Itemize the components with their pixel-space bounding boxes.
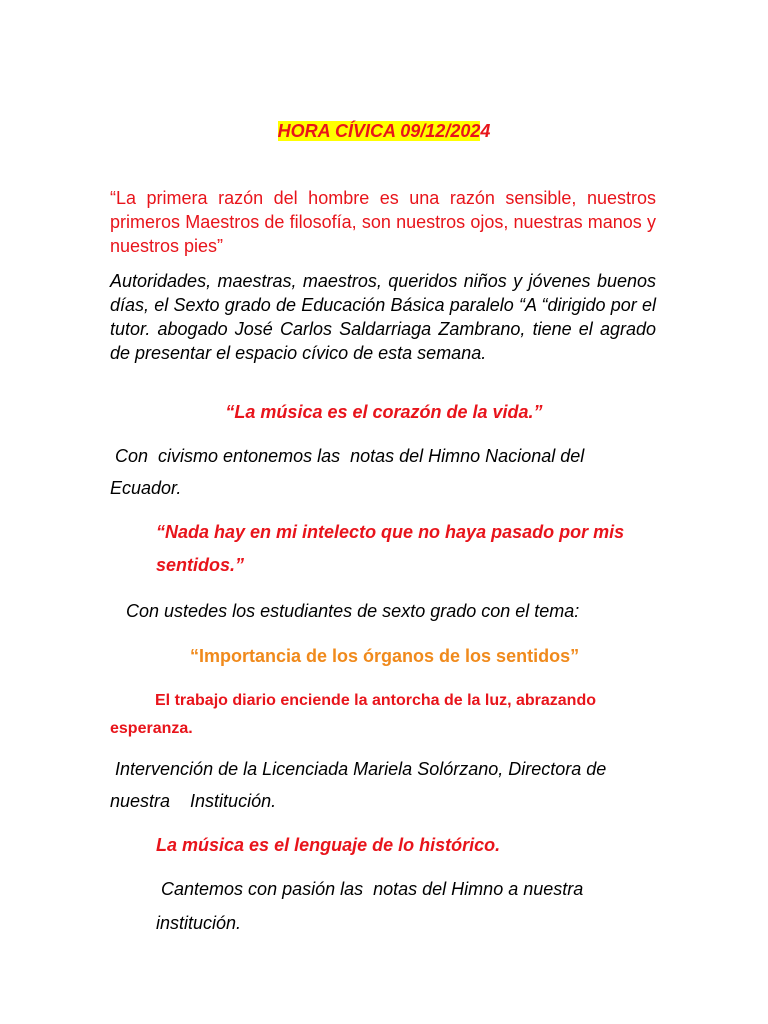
motto-music-language: La música es el lenguaje de lo histórico. xyxy=(156,835,501,855)
students-paragraph: Con ustedes los estudiantes de sexto grado con el tema: xyxy=(121,601,580,621)
opening-quote: “La primera razón del hombre es una razón sensible, nuestros primeros Maestros de filosofía, son nuestros ojos, nuestras manos y nuestros pies” xyxy=(110,188,656,256)
institution-anthem-paragraph: Cantemos con pasión las notas del Himno a nuestra institución. xyxy=(156,879,589,933)
national-anthem-paragraph: Con civismo entonemos las notas del Himno Nacional del Ecuador. xyxy=(110,446,590,498)
theme-title: “Importancia de los órganos de los sentidos” xyxy=(190,646,580,666)
title-highlighted: HORA CÍVICA 09/12/202 xyxy=(277,121,481,141)
intro-paragraph: Autoridades, maestras, maestros, queridos niños y jóvenes buenos días, el Sexto grado de Educación Básica paralelo “A “dirigido por el tutor. abogado José Carlos Saldarriaga Zambrano, tiene el agrado de presentar el espacio cívico de esta semana. xyxy=(110,271,656,363)
motto-intellect-senses: “Nada hay en mi intelecto que no haya pasado por mis sentidos.” xyxy=(156,522,625,575)
document-title xyxy=(0,118,768,144)
motto-daily-work: El trabajo diario enciende la antorcha de la luz, abrazando esperanza. xyxy=(110,692,596,737)
title-tail: 4 xyxy=(480,121,491,141)
director-paragraph: Intervención de la Licenciada Mariela Solórzano, Directora de nuestra Institución. xyxy=(110,759,612,811)
motto-music-heart: “La música es el corazón de la vida.” xyxy=(225,402,543,422)
